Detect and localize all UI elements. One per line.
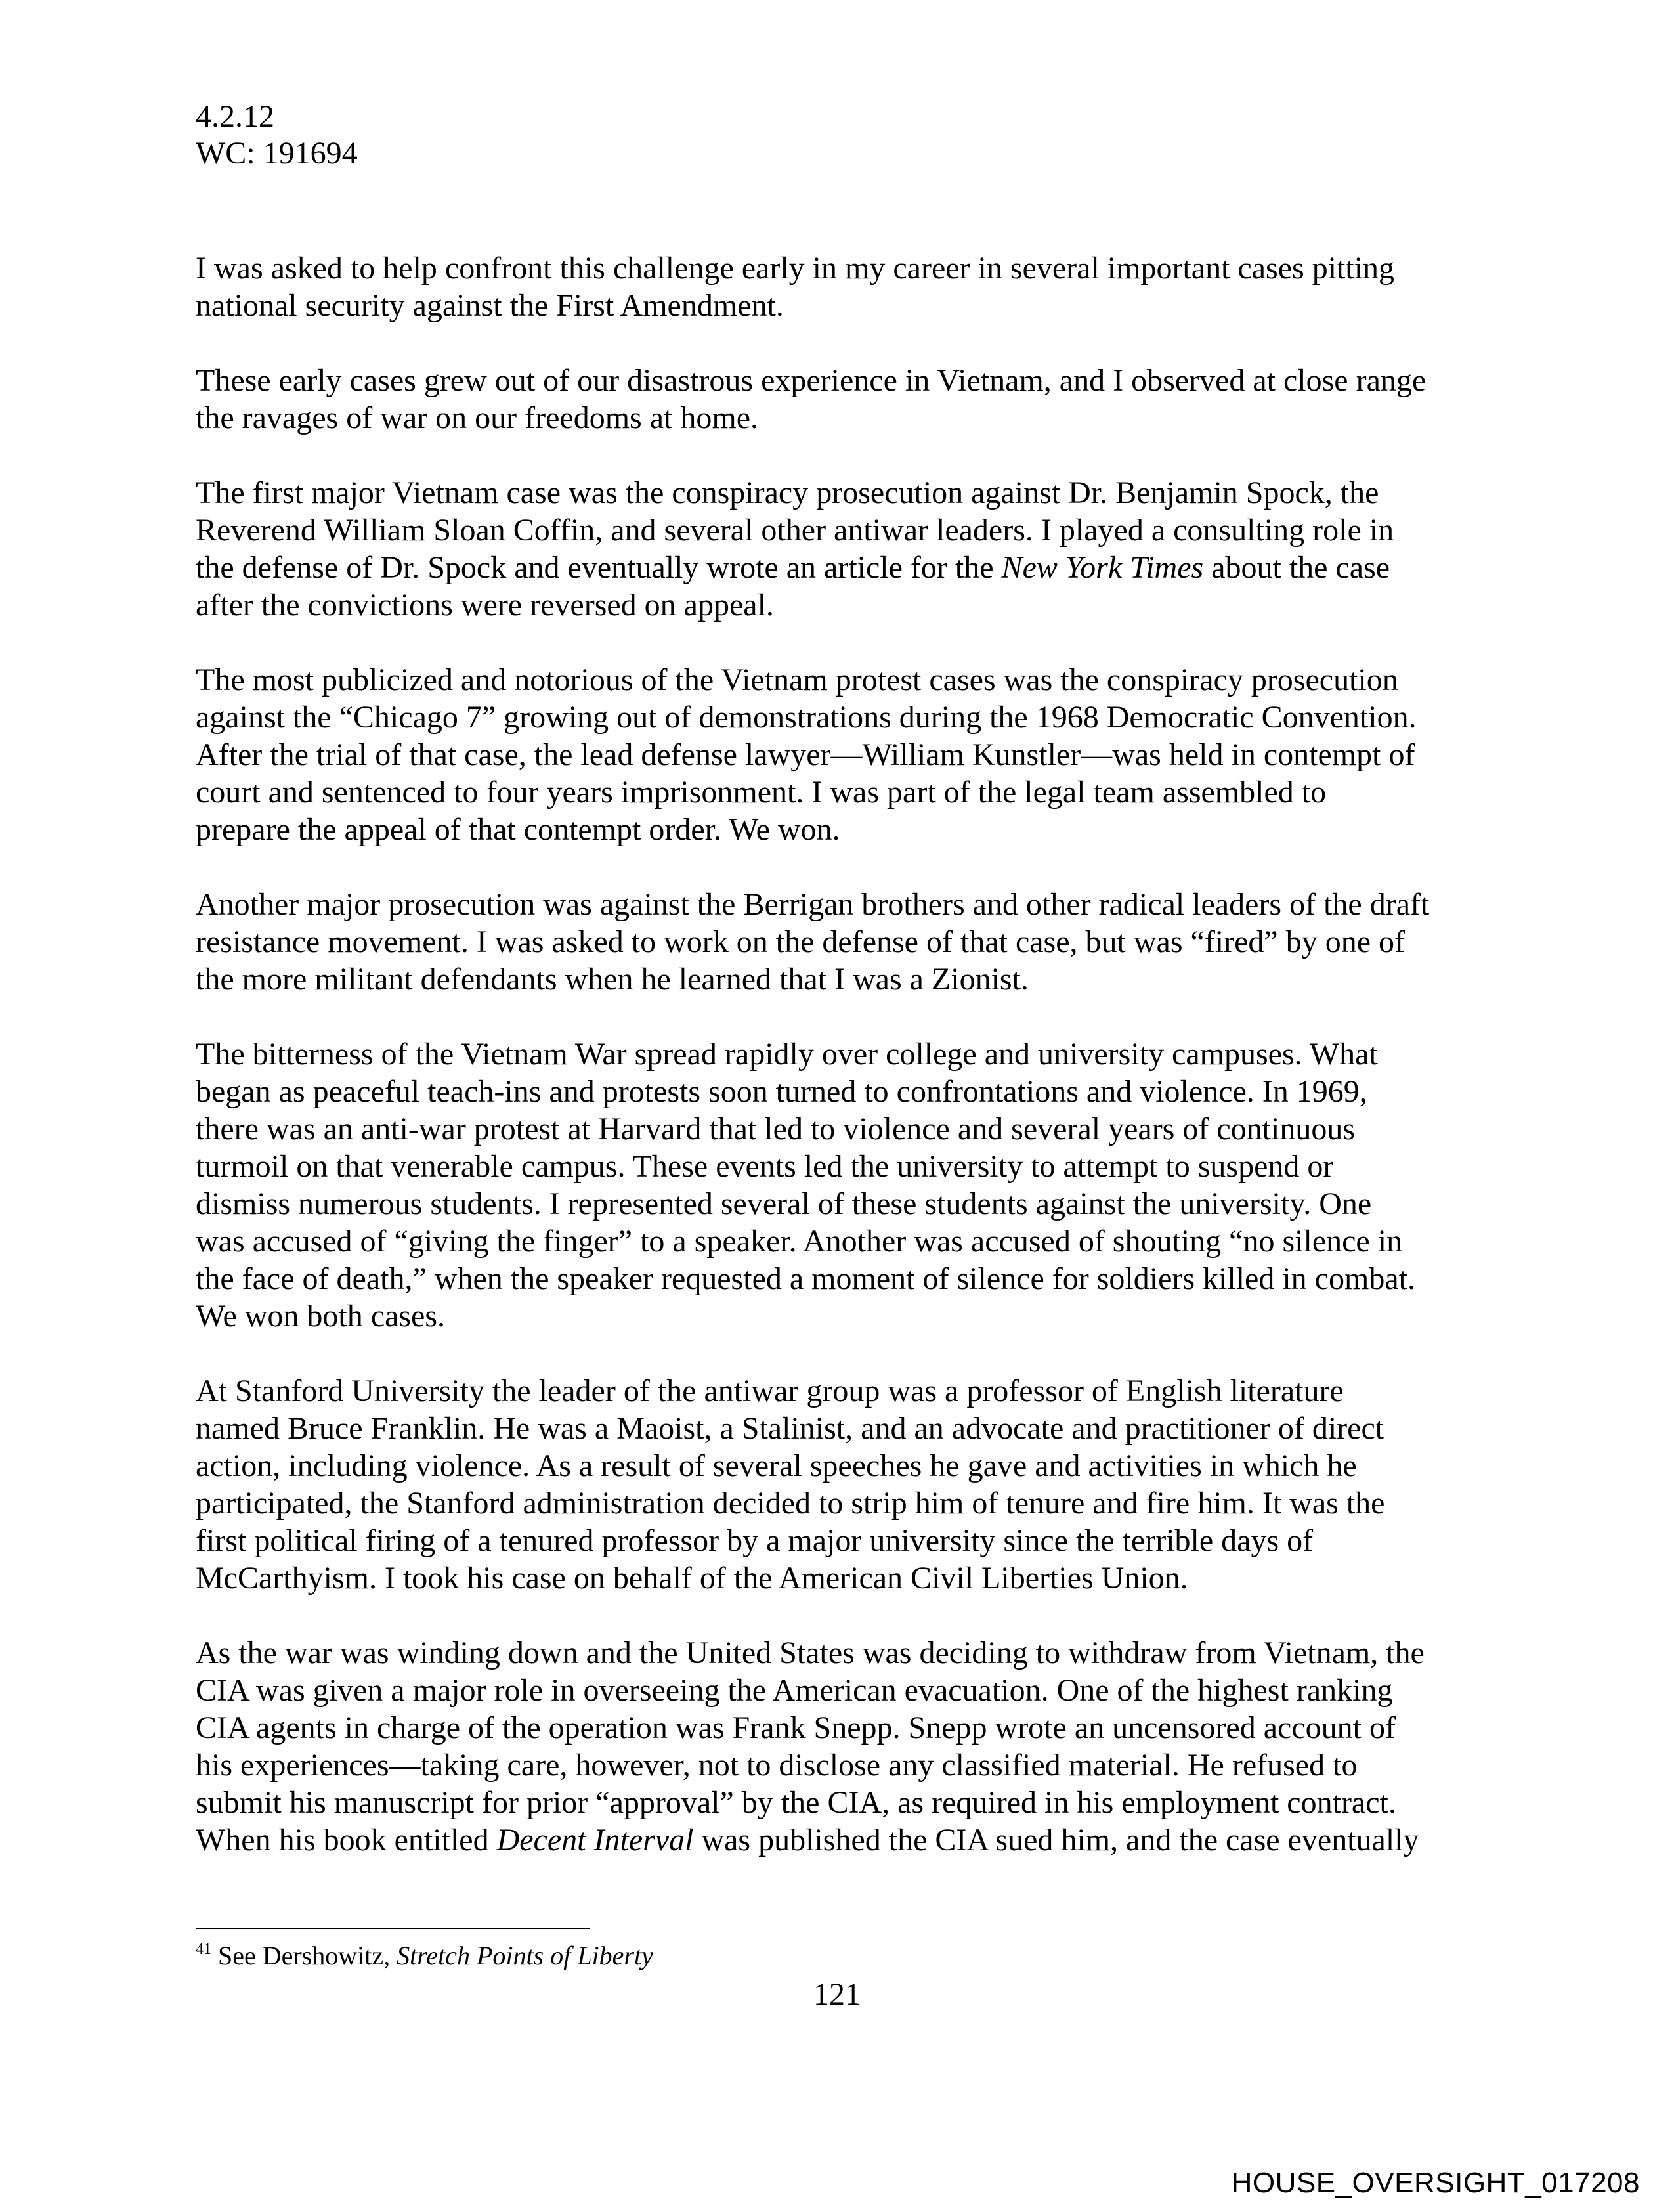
paragraph: [196, 886, 1482, 998]
text-line: after the convictions were reversed on appeal.: [196, 588, 774, 622]
text-line: [196, 1821, 1482, 1859]
text-run: about the case: [1203, 550, 1390, 585]
text-line: named Bruce Franklin. He was a Maoist, a Stalinist, and an advocate and practitioner of direct: [196, 1411, 1384, 1446]
footnote-number: 41: [196, 1941, 211, 1958]
text-line: resistance movement. I was asked to work on the defense of that case, but was “fired” by one of: [196, 924, 1406, 959]
word-count: WC: 191694: [196, 136, 358, 171]
document-header: [196, 98, 358, 172]
text-line: As the war was winding down and the United States was deciding to withdraw from Vietnam, the: [196, 1636, 1425, 1670]
text-line: These early cases grew out of our disastrous experience in Vietnam, and I observed at close range: [196, 363, 1427, 398]
text-line: there was an anti-war protest at Harvard that led to violence and several years of continuous: [196, 1112, 1355, 1146]
paragraph: [196, 1035, 1482, 1335]
text-line: the more militant defendants when he learned that I was a Zionist.: [196, 962, 1029, 997]
paragraph: [196, 362, 1482, 437]
paragraph: [196, 474, 1482, 624]
text-line: McCarthyism. I took his case on behalf of the American Civil Liberties Union.: [196, 1561, 1188, 1595]
text-line: CIA was given a major role in overseeing the American evacuation. One of the highest ranking: [196, 1673, 1393, 1708]
text-line: began as peaceful teach-ins and protests soon turned to confrontations and violence. In 1969,: [196, 1074, 1367, 1109]
text-line: dismiss numerous students. I represented several of these students against the university. One: [196, 1186, 1372, 1221]
paragraph: [196, 661, 1482, 848]
page-number: 121: [813, 1977, 861, 2012]
text-line: was accused of “giving the finger” to a speaker. Another was accused of shouting “no silence in: [196, 1224, 1403, 1259]
text-line: national security against the First Amendment.: [196, 288, 784, 323]
text-line: I was asked to help confront this challenge early in my career in several important cases pitting: [196, 251, 1395, 286]
paragraph: [196, 1634, 1482, 1859]
text-line: court and sentenced to four years imprisonment. I was part of the legal team assembled to: [196, 775, 1327, 810]
footnote: [196, 1940, 653, 1972]
text-line: The bitterness of the Vietnam War spread rapidly over college and university campuses. What: [196, 1037, 1378, 1072]
paragraph: [196, 1372, 1482, 1597]
text-line: CIA agents in charge of the operation was Frank Snepp. Snepp wrote an uncensored account of: [196, 1710, 1396, 1745]
book-title: Decent Interval: [496, 1823, 694, 1857]
text-line: Reverend William Sloan Coffin, and several other antiwar leaders. I played a consulting role in: [196, 513, 1394, 548]
text-line: submit his manuscript for prior “approval” by the CIA, as required in his employment contract.: [196, 1785, 1396, 1820]
footnote-separator: [196, 1928, 590, 1929]
text-line: action, including violence. As a result of several speeches he gave and activities in which he: [196, 1448, 1357, 1483]
text-line: [196, 549, 1482, 586]
draft-date: 4.2.12: [196, 99, 274, 134]
text-line: The most publicized and notorious of the Vietnam protest cases was the conspiracy prosecution: [196, 662, 1398, 697]
text-run: When his book entitled: [196, 1823, 497, 1857]
document-body: [196, 249, 1482, 1896]
text-line: participated, the Stanford administration decided to strip him of tenure and fire him. It was the: [196, 1486, 1385, 1521]
text-run: the defense of Dr. Spock and eventually wrote an article for the: [196, 550, 1002, 585]
text-line: turmoil on that venerable campus. These events led the university to attempt to suspend or: [196, 1149, 1334, 1184]
text-line: We won both cases.: [196, 1299, 446, 1334]
text-line: Another major prosecution was against the Berrigan brothers and other radical leaders of the draft: [196, 887, 1430, 922]
footnote-book-title: Stretch Points of Liberty: [397, 1941, 653, 1970]
publication-title: New York Times: [1001, 550, 1204, 585]
text-line: the ravages of war on our freedoms at home.: [196, 401, 759, 435]
text-line: After the trial of that case, the lead defense lawyer—William Kunstler—was held in contempt of: [196, 737, 1415, 772]
text-line: The first major Vietnam case was the conspiracy prosecution against Dr. Benjamin Spock, the: [196, 475, 1379, 510]
text-line: the face of death,” when the speaker requested a moment of silence for soldiers killed in combat.: [196, 1261, 1415, 1296]
paragraph: [196, 249, 1482, 324]
text-line: prepare the appeal of that contempt order. We won.: [196, 812, 840, 847]
footnote-text: See Dershowitz,: [218, 1941, 397, 1970]
text-run: was published the CIA sued him, and the case eventually: [693, 1823, 1419, 1857]
text-line: At Stanford University the leader of the antiwar group was a professor of English literature: [196, 1374, 1344, 1408]
bates-stamp: HOUSE_OVERSIGHT_017208: [1231, 2167, 1640, 2199]
text-line: against the “Chicago 7” growing out of demonstrations during the 1968 Democratic Convention.: [196, 700, 1417, 735]
text-line: first political firing of a tenured professor by a major university since the terrible days of: [196, 1523, 1314, 1558]
text-line: his experiences—taking care, however, not to disclose any classified material. He refused to: [196, 1748, 1358, 1783]
